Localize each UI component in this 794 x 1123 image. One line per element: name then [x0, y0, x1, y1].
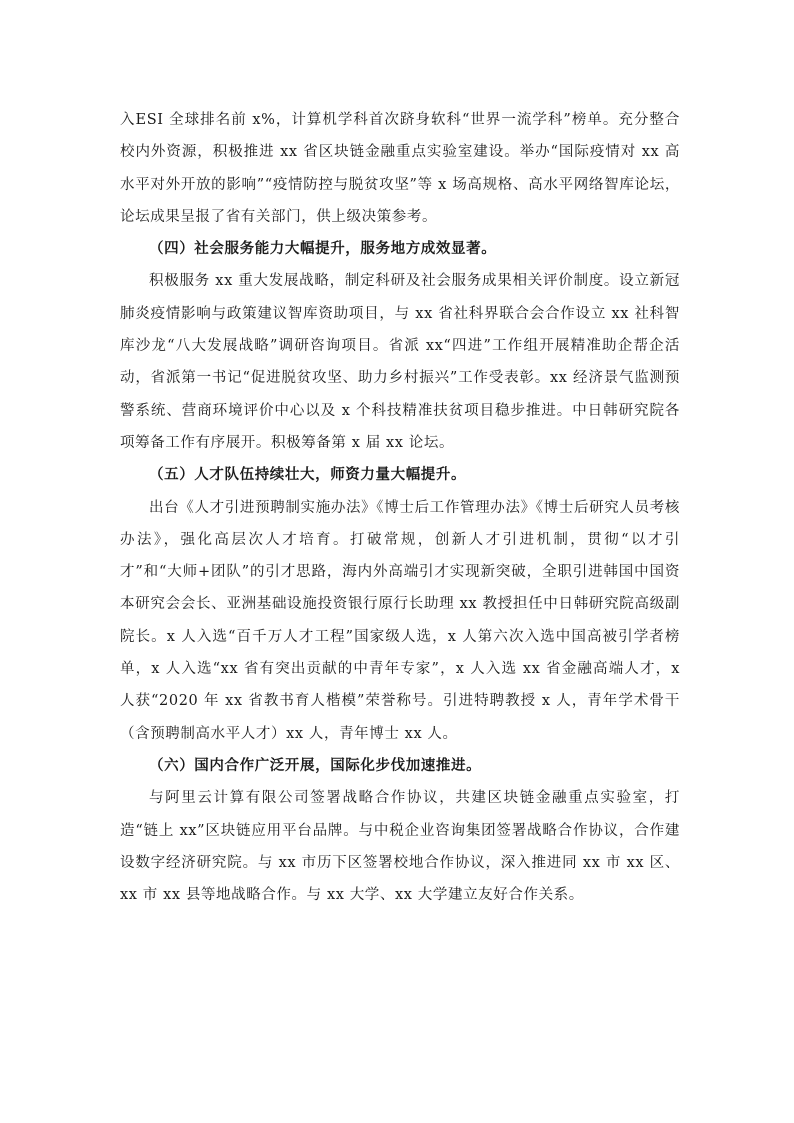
paragraph-research-forums: 入ESI 全球排名前 x%，计算机学科首次跻身软科“世界一流学科”榜单。充分整合校内外资源，积极推进 xx 省区块链金融重点实验室建设。举办“国际疫情对 xx 高水平对外开放的影响”“疫情防控与脱贫攻坚”等 x 场高规格、高水平网络智库论坛，论坛成果呈报了省有关部门，供上级决策参考。 — [120, 112, 680, 225]
section-heading-social-service: （四）社会服务能力大幅提升，服务地方成效显著。 — [149, 240, 497, 258]
paragraph-cooperation: 与阿里云计算有限公司签署战略合作协议，共建区块链金融重点实验室，打造“链上 xx”区块链应用平台品牌。与中税企业咨询集团签署战略合作协议，合作建设数字经济研究院。与 xx 市历下区签署校地合作协议，深入推进同 xx 市 xx 区、xx 市 xx 县等地战略合作。与 xx 大学、xx 大学建立友好合作关系。 — [120, 790, 680, 904]
section-heading-cooperation: （六）国内合作广泛开展，国际化步伐加速推进。 — [149, 756, 482, 774]
paragraph-social-service: 积极服务 xx 重大发展战略，制定科研及社会服务成果相关评价制度。设立新冠肺炎疫情影响与政策建议智库资助项目，与 xx 省社科界联合会合作设立 xx 社科智库沙龙“八大发展战略”调研咨询项目。省派 xx“四进”工作组开展精准助企帮企活动，省派第一书记“促进脱贫攻坚、助力乡村振兴”工作受表彰。xx 经济景气监测预警系统、营商环境评价中心以及 x 个科技精准扶贫项目稳步推进。中日韩研究院各项筹备工作有序展开。积极筹备第 x 届 xx 论坛。 — [120, 273, 680, 451]
paragraph-talent-team: 出台《人才引进预聘制实施办法》《博士后工作管理办法》《博士后研究人员考核办法》，强化高层次人才培育。打破常规，创新人才引进机制，贯彻“以才引才”和“大师+团队”的引才思路，海内外高端引才实现新突破，全职引进韩国中国资本研究会会长、亚洲基础设施投资银行原行长助理 xx 教授担任中日韩研究院高级副院长。x 人入选“百千万人才工程”国家级人选，x 人第六次入选中国高被引学者榜单，x 人入选“xx 省有突出贡献的中青年专家”，x 人入选 xx 省金融高端人才，x 人获“2020 年 xx 省教书育人楷模”荣誉称号。引进特聘教授 x 人，青年学术骨干（含预聘制高水平人才）xx 人，青年博士 xx 人。 — [120, 499, 680, 742]
section-heading-talent-team: （五）人才队伍持续壮大，师资力量大幅提升。 — [149, 466, 467, 484]
document-page — [120, 104, 680, 911]
